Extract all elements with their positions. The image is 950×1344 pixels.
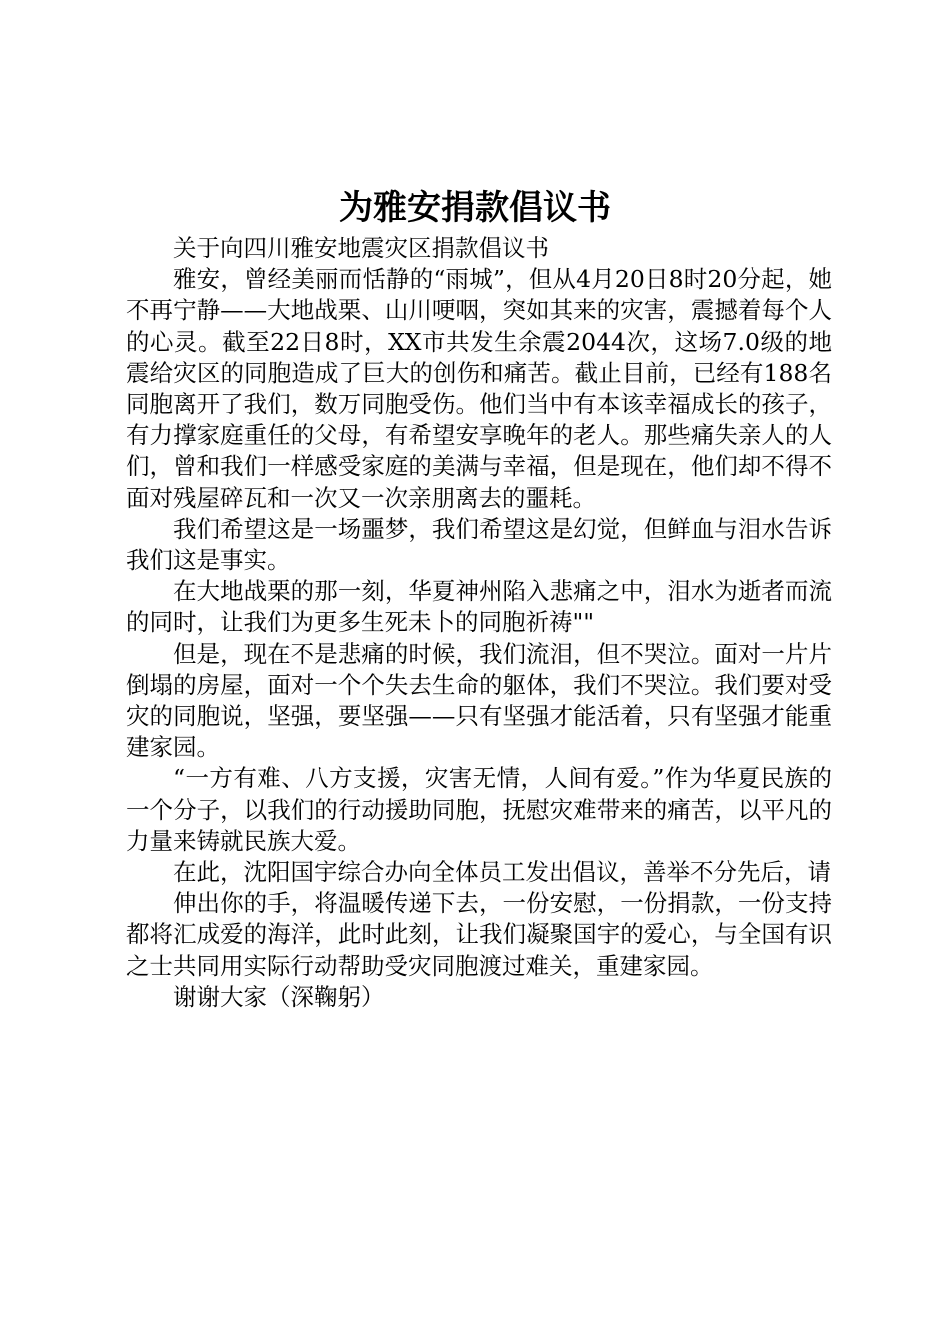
paragraph-earthquake-description: 雅安，曾经美丽而恬静的“雨城”，但从4月20日8时20分起，她不再宁静——大地战栗、山川哽咽，突如其来的灾害，震撼着每个人的心灵。截至22日8时，XX市共发生余震2044次，这场7.0级的地震给灾区的同胞造成了巨大的创伤和痛苦。截止目前，已经有188名同胞离开了我们，数万同胞受伤。他们当中有本该幸福成长的孩子，有力撑家庭重任的父母，有希望安享晚年的老人。那些痛失亲人的人们，曾和我们一样感受家庭的美满与幸福，但是现在，他们却不得不面对残屋碎瓦和一次又一次亲朋离去的噩耗。 bbox=[126, 265, 832, 512]
paragraph-prayer: 在大地战栗的那一刻，华夏神州陷入悲痛之中，泪水为逝者而流的同时，让我们为更多生死未卜的同胞祈祷"" bbox=[126, 577, 832, 637]
paragraph-nightmare: 我们希望这是一场噩梦，我们希望这是幻觉，但鲜血与泪水告诉我们这是事实。 bbox=[126, 514, 832, 575]
paragraph-call-to-action: 伸出你的手，将温暖传递下去，一份安慰，一份捐款，一份支持都将汇成爱的海洋，此时此刻，让我们凝聚国宇的爱心，与全国有识之士共同用实际行动帮助受灾同胞渡过难关，重建家园。 bbox=[126, 889, 832, 980]
paragraph-subtitle: 关于向四川雅安地震灾区捐款倡议书 bbox=[173, 234, 549, 262]
document-body bbox=[126, 233, 832, 1013]
paragraph-support: “一方有难、八方支援，灾害无情，人间有爱。”作为华夏民族的一个分子，以我们的行动援助同胞，抚慰灾难带来的痛苦，以平凡的力量来铸就民族大爱。 bbox=[126, 764, 832, 855]
paragraph-be-strong: 但是，现在不是悲痛的时候，我们流泪，但不哭泣。面对一片片倒塌的房屋，面对一个个失去生命的躯体，我们不哭泣。我们要对受灾的同胞说，坚强，要坚强——只有坚强才能活着，只有坚强才能重建家园。 bbox=[126, 639, 832, 762]
paragraph-thanks: 谢谢大家（深鞠躬） bbox=[173, 982, 385, 1011]
document-title: 为雅安捐款倡议书 bbox=[339, 188, 611, 228]
paragraph-initiative: 在此，沈阳国宇综合办向全体员工发出倡议，善举不分先后，请 bbox=[173, 858, 831, 887]
